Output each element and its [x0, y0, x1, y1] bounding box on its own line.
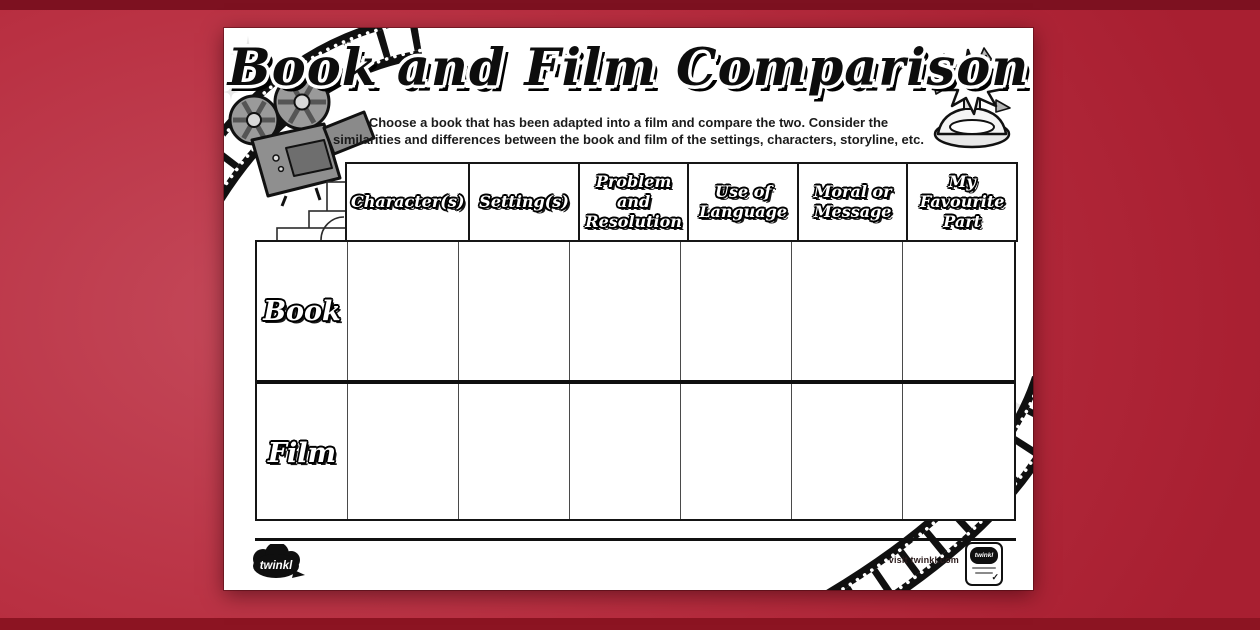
worksheet-page — [224, 28, 1033, 590]
instructions-line-2: similarities and differences between the book and film of the settings, characters, storyline, etc. — [333, 132, 924, 147]
column-header-characters — [345, 162, 470, 242]
badge-cloud-icon: twinkl — [970, 547, 998, 564]
column-header-label: My Favourite Part — [919, 172, 1005, 231]
table-cell — [680, 384, 791, 523]
table-cell — [791, 242, 902, 380]
table-cell — [680, 242, 791, 380]
table-cell — [458, 384, 569, 523]
column-header-problem-resolution — [578, 162, 690, 242]
background-top-band — [0, 0, 1260, 10]
column-header-label: Character(s) — [351, 192, 465, 211]
column-header-label: Use of Language — [699, 182, 788, 221]
table-cell — [569, 242, 680, 380]
table-cell — [569, 384, 680, 523]
row-label-film: Film — [267, 438, 337, 469]
table-cell — [791, 384, 902, 523]
table-cell — [902, 384, 1013, 523]
column-header-favourite-part — [906, 162, 1018, 242]
visit-twinkl-text: visit twinkl.com — [888, 555, 959, 565]
table-header-row — [345, 162, 1018, 242]
badge-check-icon: ✓ — [991, 572, 999, 582]
footer-divider — [255, 538, 1016, 541]
row-label-book: Book — [263, 295, 341, 327]
instructions — [224, 114, 1033, 148]
worksheet-title: Book and Film Comparison — [227, 38, 1030, 98]
table-row-divider — [257, 380, 1014, 384]
twinkl-logo-text: twinkl — [259, 560, 293, 572]
instructions-line-1: Choose a book that has been adapted into a film and compare the two. Consider the — [368, 115, 889, 130]
column-header-settings — [468, 162, 580, 242]
table-cell — [458, 242, 569, 380]
background-bottom-band — [0, 618, 1260, 630]
table-cell — [347, 384, 458, 523]
twinkl-quality-badge — [965, 542, 1003, 586]
twinkl-logo — [250, 544, 308, 584]
badge-text-line — [972, 567, 996, 570]
comparison-table — [255, 240, 1016, 521]
column-header-label: Setting(s) — [479, 192, 569, 211]
table-cell — [902, 242, 1013, 380]
column-header-moral-message — [797, 162, 909, 242]
badge-text-line — [975, 572, 993, 575]
column-header-label: Problem and Resolution — [585, 172, 682, 231]
column-header-label: Moral or Message — [813, 182, 892, 221]
column-header-use-of-language — [687, 162, 799, 242]
table-cell — [347, 242, 458, 380]
